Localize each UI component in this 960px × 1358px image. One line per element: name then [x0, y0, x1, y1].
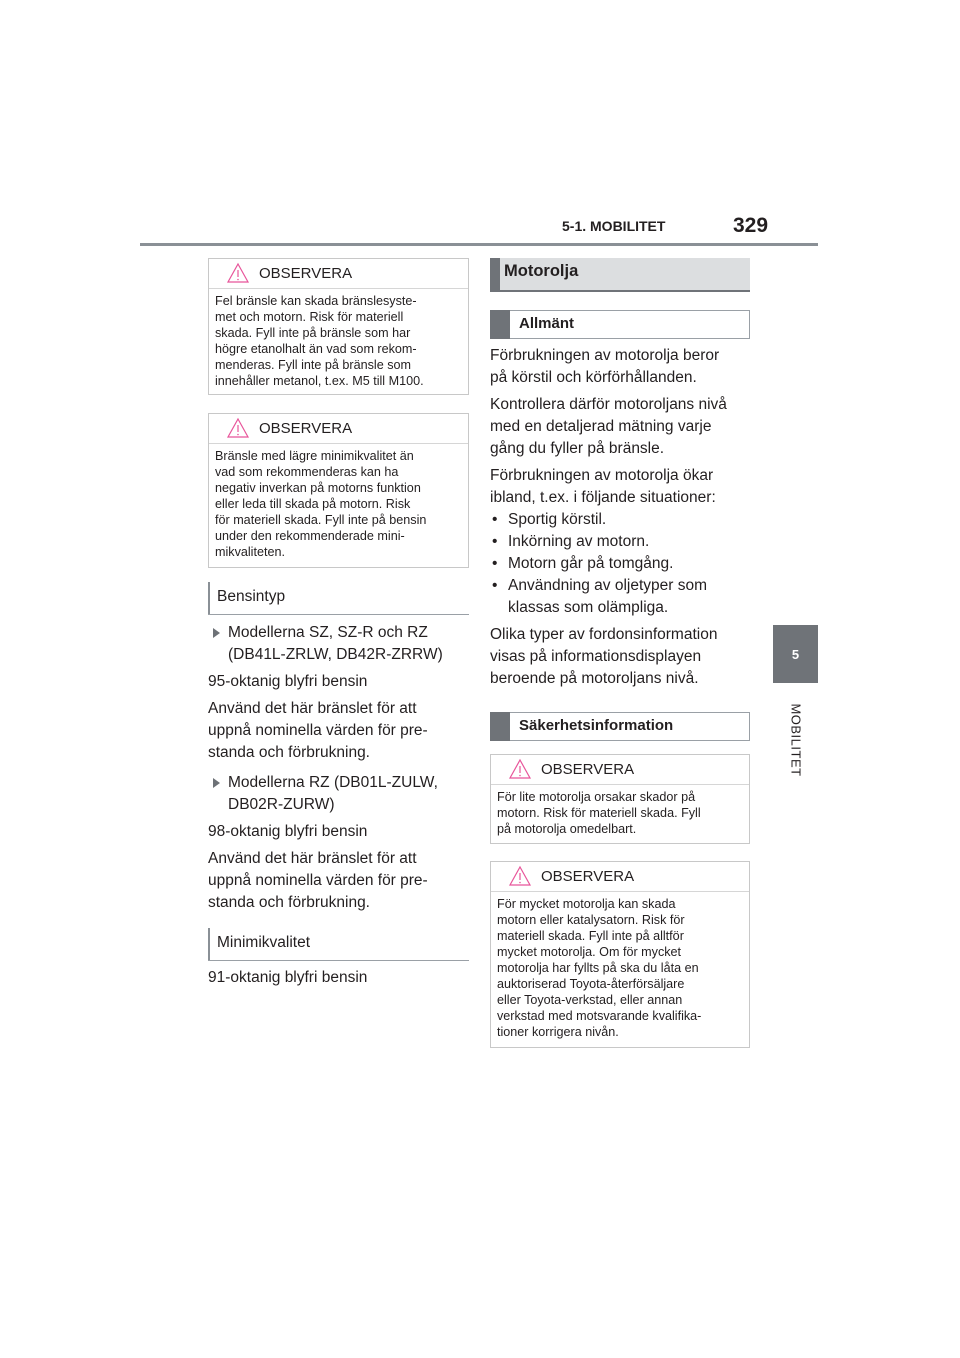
text-line: menderas. Fyll inte på bränsle som	[215, 358, 411, 372]
text-line: Bränsle med lägre minimikvalitet än	[215, 449, 414, 463]
text-line: beroende på motoroljans nivå.	[490, 670, 699, 687]
warning-triangle-icon	[508, 865, 532, 887]
caution-header	[209, 414, 468, 444]
left-column	[208, 258, 469, 989]
text-line: standa och förbrukning.	[208, 744, 370, 761]
arrow-right-icon	[213, 628, 220, 638]
text-line: för materiell skada. Fyll inte på bensin	[215, 513, 427, 527]
text-line: ibland, t.ex. i följande situationer:	[490, 489, 716, 506]
chapter-label: MOBILITET	[788, 703, 804, 777]
text-line: motorolja har fyllts på ska du låta en	[497, 961, 699, 975]
list-item: • Motorn går på tomgång.	[490, 553, 750, 575]
warning-triangle-icon	[226, 417, 250, 439]
arrow-right-icon	[213, 778, 220, 788]
box-heading-allmant	[490, 310, 750, 339]
text-line: högre etanolhalt än vad som rekom-	[215, 342, 417, 356]
paragraph	[490, 624, 750, 690]
text-line: gång du fyller på bränsle.	[490, 440, 665, 457]
section-heading-label: Motorolja	[504, 262, 579, 280]
subheading-label: Minimikvalitet	[217, 934, 311, 951]
warning-triangle-icon	[508, 758, 532, 780]
text-line: med en detaljerad mätning varje	[490, 418, 712, 435]
text-line: mycket motorolja. Om för mycket	[497, 945, 682, 959]
bullet-list	[490, 509, 750, 619]
caution-text	[491, 785, 749, 845]
paragraph	[490, 394, 750, 460]
section-title: 5-1. MOBILITET	[562, 218, 666, 234]
subheading-bar	[208, 928, 210, 960]
caution-title: OBSERVERA	[541, 761, 635, 778]
subheading-bensintyp	[208, 582, 469, 615]
text-line: Använd det här bränslet för att	[208, 700, 417, 717]
subheading-label: Bensintyp	[217, 588, 286, 605]
text-line: Använd det här bränslet för att	[208, 850, 417, 867]
text-line: tioner korrigera nivån.	[497, 1025, 619, 1039]
box-heading-label: Allmänt	[519, 315, 575, 332]
list-item: • Sportig körstil.	[490, 509, 750, 531]
text-line: verkstad med motsvarande kvalifika-	[497, 1009, 702, 1023]
caution-title: OBSERVERA	[541, 868, 635, 885]
caution-header	[491, 755, 749, 785]
box-heading-block	[490, 310, 510, 339]
list-item: • Inkörning av motorn.	[490, 531, 750, 553]
text-line: uppnå nominella värden för pre-	[208, 722, 428, 739]
caution-header	[209, 259, 468, 289]
caution-header	[491, 862, 749, 892]
chapter-tab: 5	[773, 625, 818, 683]
caution-text	[491, 892, 749, 1048]
caution-box	[208, 258, 469, 395]
text-line: på körstil och körförhållanden.	[490, 369, 697, 386]
text-line: Förbrukningen av motorolja ökar	[490, 467, 714, 484]
text-line: visas på informationsdisplayen	[490, 648, 702, 665]
caution-title: OBSERVERA	[259, 420, 353, 437]
subheading-minimikvalitet	[208, 928, 469, 961]
text-line: Modellerna RZ (DB01L-ZULW,	[228, 774, 438, 791]
caution-title: OBSERVERA	[259, 265, 353, 282]
text-line: eller leda till skada på motorn. Risk	[215, 497, 411, 511]
model-item	[208, 622, 469, 666]
text-line: met och motorn. Risk för materiell	[215, 310, 404, 324]
box-heading-label: Säkerhetsinformation	[519, 717, 674, 734]
warning-triangle-icon	[226, 262, 250, 284]
caution-box	[490, 861, 750, 1048]
text-line: uppnå nominella värden för pre-	[208, 872, 428, 889]
fuel-type: 91-oktanig blyfri bensin	[208, 969, 368, 986]
page-number: 329	[733, 214, 769, 237]
text-line: motorn eller katalysatorn. Risk för	[497, 913, 685, 927]
paragraph	[208, 848, 469, 914]
text-line: Kontrollera därför motoroljans nivå	[490, 396, 727, 413]
paragraph	[208, 698, 469, 764]
text-line: Fel bränsle kan skada bränslesyste-	[215, 294, 417, 308]
text-line: motorn. Risk för materiell skada. Fyll	[497, 806, 701, 820]
text-line: För lite motorolja orsakar skador på	[497, 790, 696, 804]
paragraph	[490, 345, 750, 389]
text-line: (DB41L-ZRLW, DB42R-ZRRW)	[228, 646, 443, 663]
text-line: Olika typer av fordonsinformation	[490, 626, 718, 643]
text-line: vad som rekommenderas kan ha	[215, 465, 399, 479]
text-line: standa och förbrukning.	[208, 894, 370, 911]
text-line: Modellerna SZ, SZ-R och RZ	[228, 624, 428, 641]
text-line: innehåller metanol, t.ex. M5 till M100.	[215, 374, 424, 388]
text-line: materiell skada. Fyll inte på alltför	[497, 929, 684, 943]
text-line: DB02R-ZURW)	[228, 796, 335, 813]
text-line: mikvaliteten.	[215, 545, 285, 559]
subheading-bar	[208, 582, 210, 614]
text-line: Förbrukningen av motorolja beror	[490, 347, 720, 364]
caution-box	[490, 754, 750, 844]
paragraph	[490, 465, 750, 509]
fuel-type: 98-oktanig blyfri bensin	[208, 823, 368, 840]
caution-text	[209, 289, 468, 397]
text-line: För mycket motorolja kan skada	[497, 897, 676, 911]
text-line: eller Toyota-verkstad, eller annan	[497, 993, 683, 1007]
text-line: auktoriserad Toyota-återförsäljare	[497, 977, 685, 991]
text-line: på motorolja omedelbart.	[497, 822, 637, 836]
right-column	[490, 258, 750, 1048]
section-heading-block	[490, 258, 500, 290]
text-line: skada. Fyll inte på bränsle som har	[215, 326, 411, 340]
header-rule	[140, 243, 818, 246]
section-heading-motorolja	[490, 258, 750, 292]
box-heading-sakerhetsinformation	[490, 712, 750, 741]
text-line: under den rekommenderade mini-	[215, 529, 405, 543]
caution-box	[208, 413, 469, 568]
list-item: • Användning av oljetyper som klassas som olämpliga.	[490, 575, 750, 619]
model-item	[208, 772, 469, 816]
box-heading-block	[490, 712, 510, 741]
caution-text	[209, 444, 468, 568]
fuel-type: 95-oktanig blyfri bensin	[208, 673, 368, 690]
text-line: negativ inverkan på motorns funktion	[215, 481, 421, 495]
